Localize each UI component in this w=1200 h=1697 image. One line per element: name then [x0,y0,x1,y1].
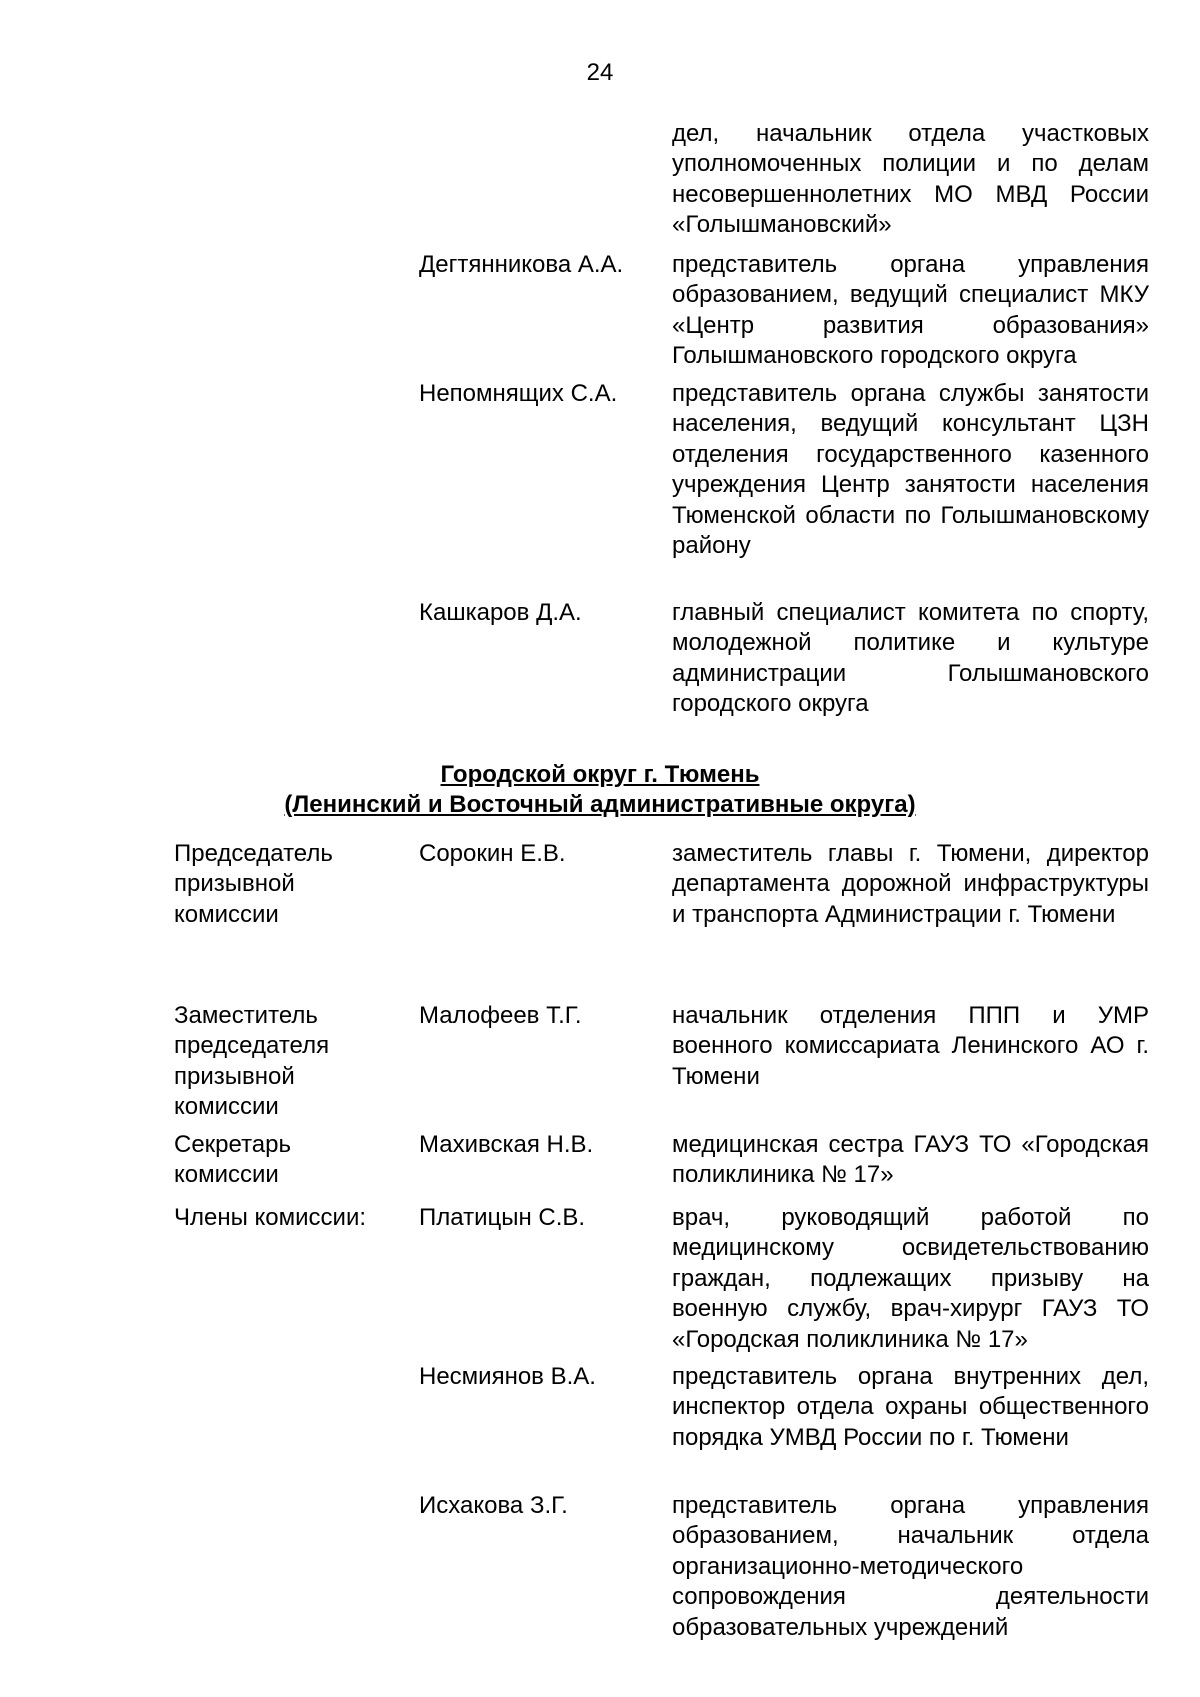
role-label: Заместитель председателя призывной комиссии [174,1002,330,1121]
member-description: представитель органа управления образованием, начальник отдела организационно-методического сопровождения деятельности образовательных учреждений [672,1492,1149,1641]
member-name: Исхакова З.Г. [419,1492,568,1519]
member-description: представитель органа управления образованием, ведущий специалист МКУ «Центр развития образования» Голышмановского городского округа [672,251,1149,370]
member-description: начальник отделения ППП и УМР военного комиссариата Ленинского АО г. Тюмени [672,1002,1149,1090]
member-name: Несмиянов В.А. [419,1363,596,1390]
page-number: 24 [586,59,614,86]
member-description: главный специалист комитета по спорту, молодежной политике и культуре администрации Голышмановского городского округа [672,599,1149,718]
member-name: Сорокин Е.В. [419,840,566,867]
member-name: Кашкаров Д.А. [419,599,582,626]
member-description: представитель органа службы занятости населения, ведущий консультант ЦЗН отделения государственного казенного учреждения Центр занятости населения Тюменской области по Голышмановскому району [672,380,1149,560]
member-description: заместитель главы г. Тюмени, директор департамента дорожной инфраструктуры и транспорта Администрации г. Тюмени [672,840,1149,928]
member-name: Платицын С.В. [419,1204,586,1231]
member-name: Дегтянникова А.А. [419,251,624,278]
member-name: Махивская Н.В. [419,1131,594,1158]
section-subtitle: (Ленинский и Восточный административные округа) [284,791,916,818]
member-description: врач, руководящий работой по медицинскому освидетельствованию граждан, подлежащих призыву на военную службу, врач-хирург ГАУЗ ТО «Городская поликлиника № 17» [672,1204,1149,1353]
role-label: Секретарь комиссии [174,1131,291,1189]
member-description: медицинская сестра ГАУЗ ТО «Городская поликлиника № 17» [672,1131,1149,1189]
continued-description: дел, начальник отдела участковых уполномоченных полиции и по делам несовершеннолетних МО МВД России «Голышмановский» [672,120,1149,239]
member-name: Непомнящих С.А. [419,380,618,407]
section-title: Городской округ г. Тюмень [440,761,760,788]
member-name: Малофеев Т.Г. [419,1002,582,1029]
member-description: представитель органа внутренних дел, инспектор отдела охраны общественного порядка УМВД России по г. Тюмени [672,1363,1149,1451]
role-label: Члены комиссии: [174,1204,367,1231]
role-label: Председатель призывной комиссии [174,840,333,928]
